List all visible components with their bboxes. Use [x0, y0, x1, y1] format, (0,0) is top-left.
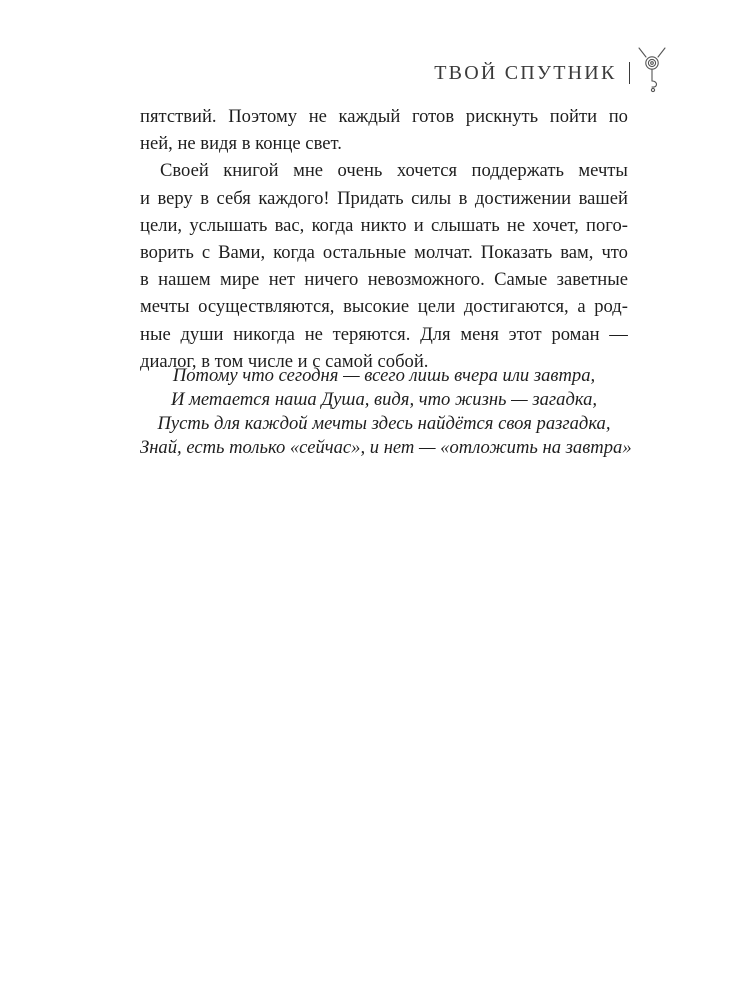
word: Поэтому [228, 106, 298, 127]
word: меня [460, 323, 499, 345]
text-line [140, 130, 628, 157]
text-line [140, 185, 628, 212]
word: очень [337, 160, 383, 182]
word: когда [273, 242, 315, 264]
word: не [308, 106, 327, 127]
word: мире [220, 269, 260, 291]
text-line [140, 239, 628, 266]
word: по [608, 106, 628, 127]
word: Своей [160, 160, 209, 182]
poem-verse: И метается наша Душа, видя, что жизнь — загадка, [170, 389, 598, 410]
text-line-content: диалог, в том числе и с самой собой. [140, 350, 429, 372]
poem-verse: Пусть для каждой мечты здесь найдётся своя разгадка, [157, 413, 611, 434]
word: души [180, 323, 224, 345]
word: Для [420, 323, 451, 345]
word: цели, [140, 214, 183, 236]
word: готов [411, 106, 455, 127]
word: этот [508, 323, 542, 345]
running-header [434, 58, 630, 88]
word: не [304, 323, 323, 345]
word: осуществляются, [198, 296, 335, 318]
word: что [601, 242, 628, 264]
running-title: ТВОЙ СПУТНИК [434, 61, 617, 84]
text-line [140, 293, 628, 320]
word: с [201, 242, 211, 264]
word: пого- [586, 214, 628, 236]
word: высокие [343, 296, 410, 318]
word: когда [311, 214, 354, 236]
word: достижении [474, 187, 572, 209]
body-text [140, 103, 628, 375]
word: мечты [578, 160, 628, 182]
poem-epigraph [140, 364, 632, 460]
word: себя [216, 187, 251, 209]
word: в [140, 269, 149, 291]
word: заветные [556, 269, 628, 291]
word: и [413, 214, 424, 236]
word: ворить [140, 242, 194, 264]
word: силы [411, 187, 452, 209]
word: ные [140, 323, 171, 345]
word: нашем [158, 269, 211, 291]
word: рискнуть [465, 106, 539, 127]
word: — [609, 323, 628, 345]
text-line [140, 266, 628, 293]
word: пойти [549, 106, 598, 127]
word: книгой [223, 160, 279, 182]
text-line [140, 157, 628, 184]
pendant-icon [636, 46, 668, 100]
text-line [140, 321, 628, 348]
word: не [506, 214, 526, 236]
word: хочется [396, 160, 458, 182]
word: цели [417, 296, 456, 318]
word: а [577, 296, 586, 318]
word: поддержать [471, 160, 564, 182]
word: род- [594, 296, 628, 318]
text-line [140, 212, 628, 239]
word: мне [293, 160, 324, 182]
word: веру [157, 187, 193, 209]
word: никто [360, 214, 407, 236]
word: услышать [189, 214, 268, 236]
word: остальные [322, 242, 407, 264]
word: каждый [338, 106, 401, 127]
word: нет [268, 269, 296, 291]
word: молчат. [414, 242, 473, 264]
word: Самые [494, 269, 548, 291]
text-line-content: ней, не видя в конце свет. [140, 133, 342, 155]
word: в [458, 187, 468, 209]
poem-verse: Знай, есть только «сейчас», и нет — «отложить на завтра» [140, 437, 632, 458]
word: и [140, 187, 150, 209]
word: ничего [304, 269, 359, 291]
word: вас, [274, 214, 305, 236]
word: вам, [560, 242, 594, 264]
word: теряются. [332, 323, 411, 345]
word: достигаются, [463, 296, 569, 318]
word: вашей [578, 187, 628, 209]
poem-verse: Потому что сегодня — всего лишь вчера или завтра, [172, 365, 596, 386]
word: в [200, 187, 210, 209]
word: никогда [233, 323, 295, 345]
header-divider [629, 62, 631, 84]
word: хочет, [532, 214, 579, 236]
word: невозможного. [367, 269, 485, 291]
text-line [140, 103, 628, 130]
word: Придать [337, 187, 404, 209]
word: Вами, [218, 242, 266, 264]
word: мечты [140, 296, 190, 318]
word: каждого! [258, 187, 330, 209]
word: Показать [480, 242, 553, 264]
word: слышать [430, 214, 500, 236]
word: роман [551, 323, 600, 345]
word: пятствий. [140, 106, 217, 127]
